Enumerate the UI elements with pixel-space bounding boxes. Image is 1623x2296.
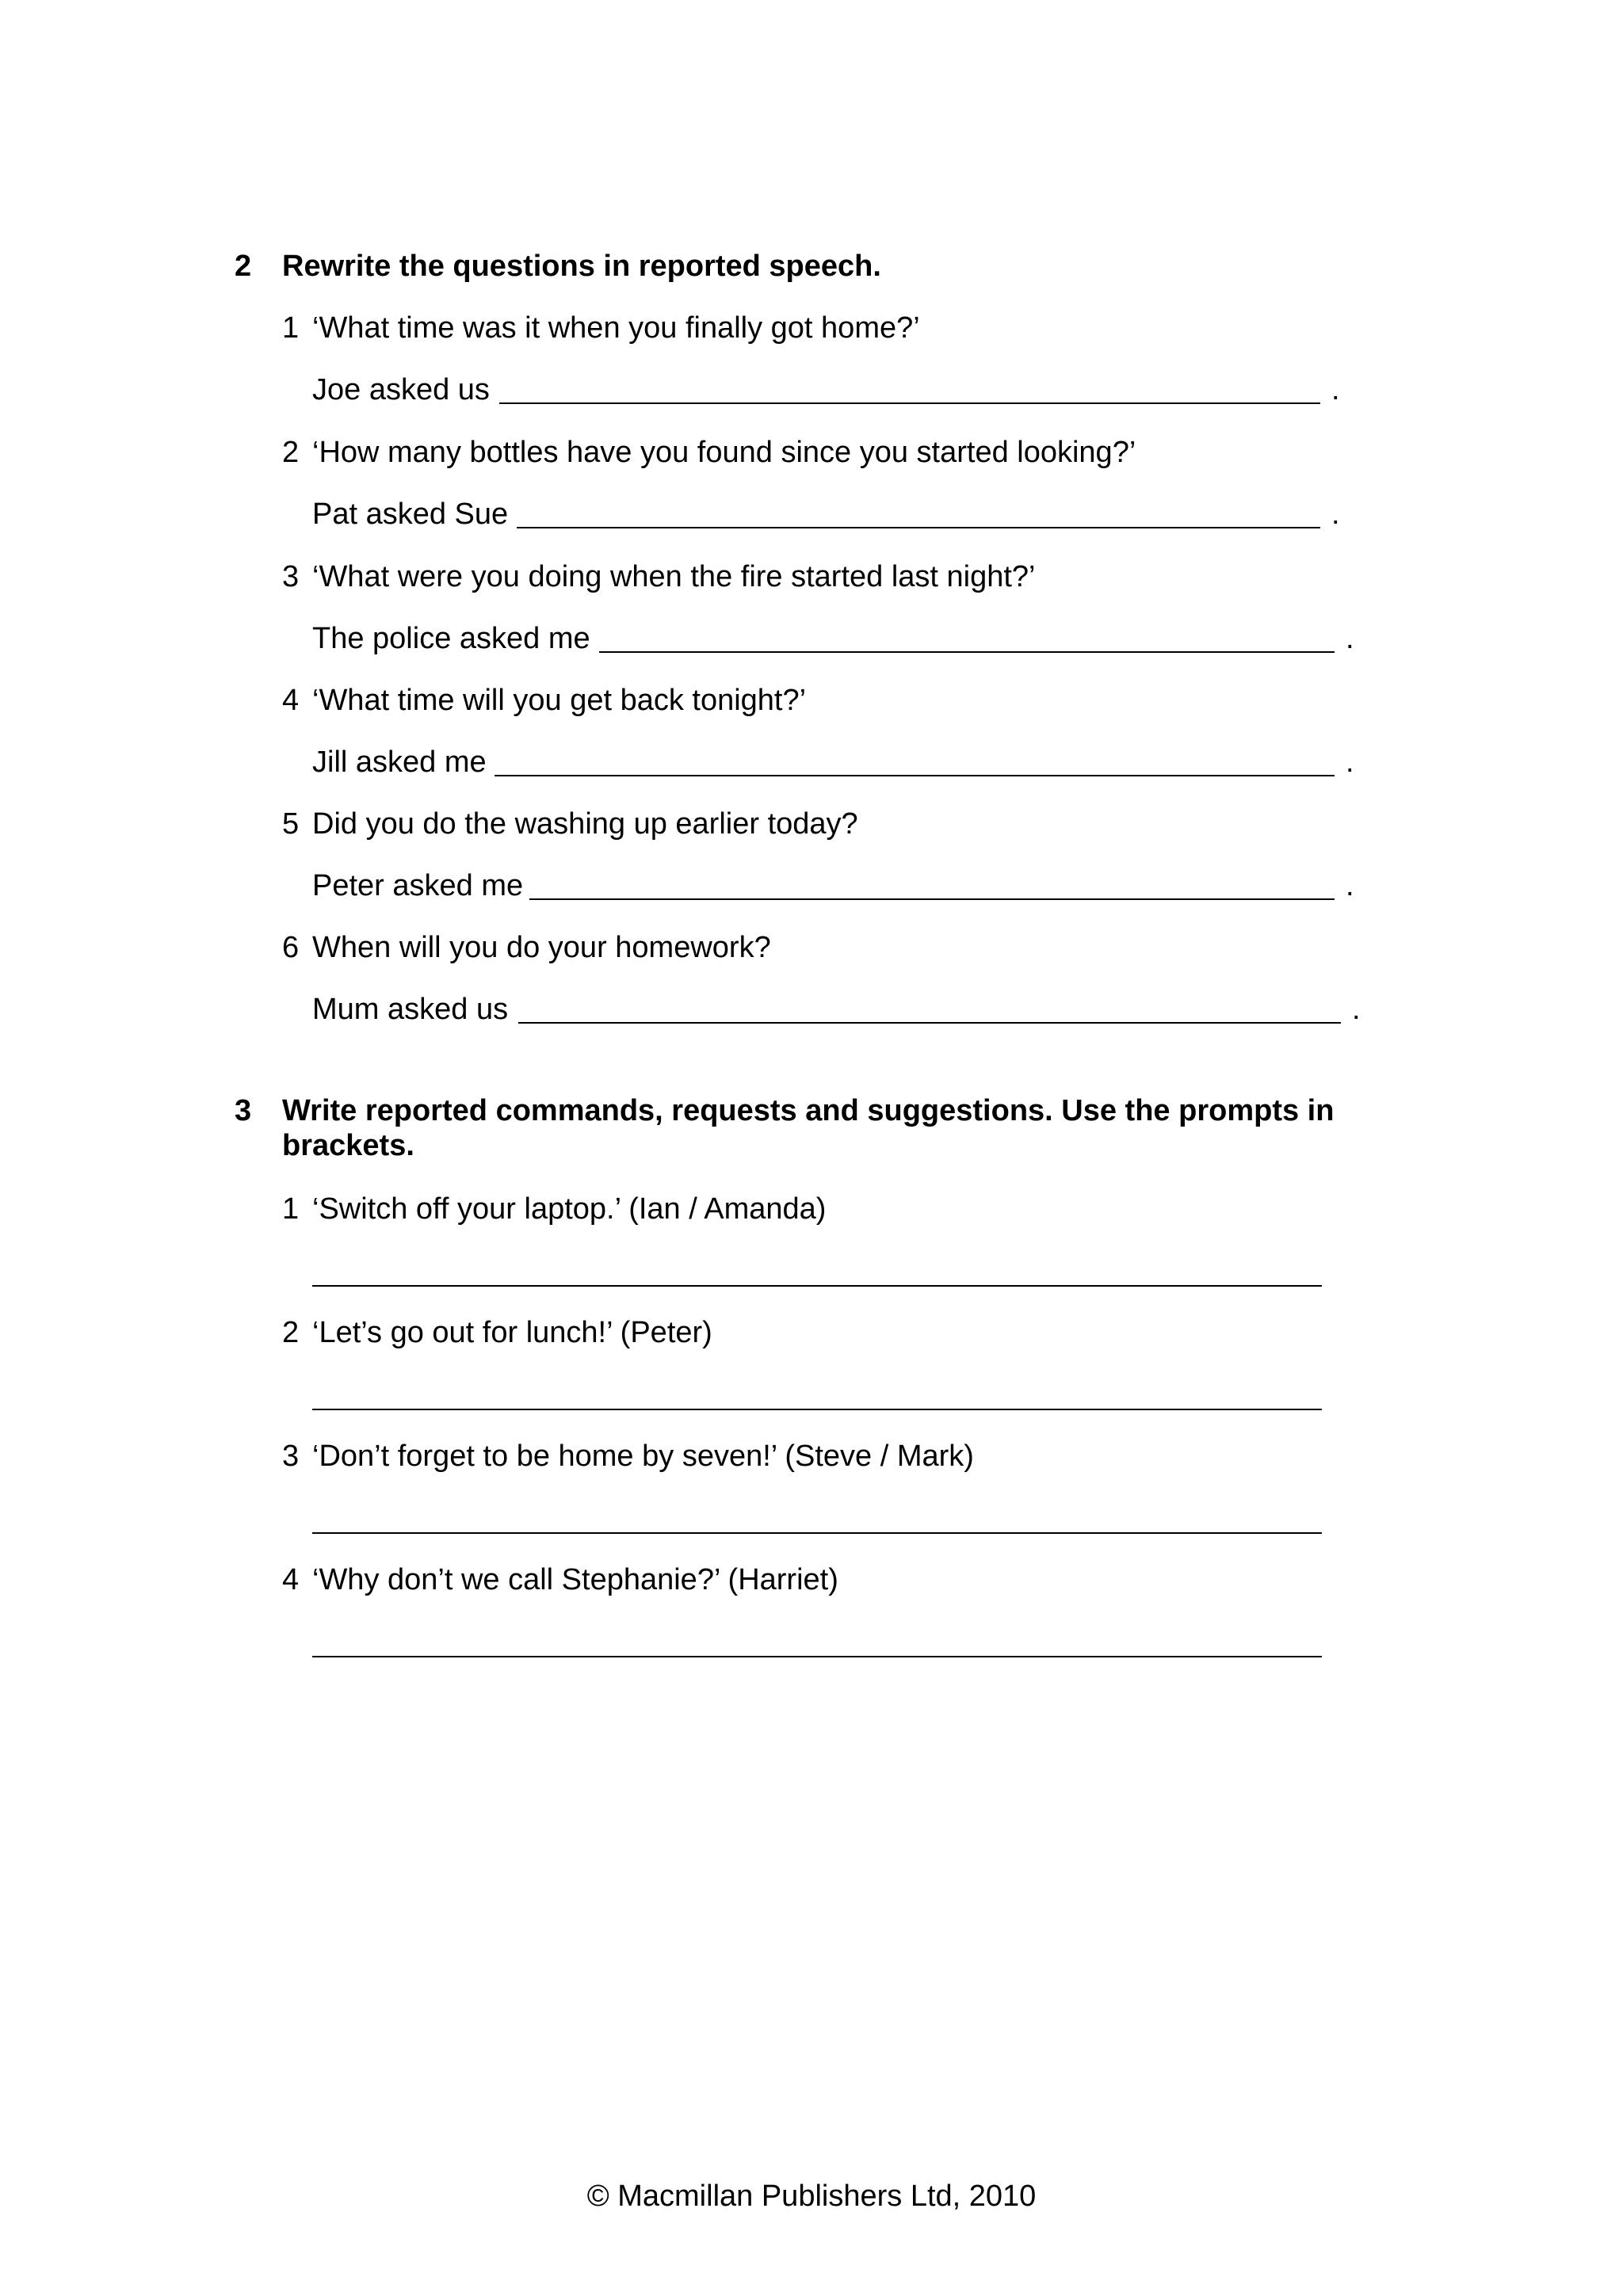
answer-period: . bbox=[1352, 993, 1361, 1026]
exercise-3-item-prompt: ‘Why don’t we call Stephanie?’ (Harriet) bbox=[312, 1563, 838, 1596]
exercise-2-item-lead: Joe asked us bbox=[312, 373, 490, 406]
exercise-3-item-prompt: ‘Don’t forget to be home by seven!’ (Steve / Mark) bbox=[312, 1440, 974, 1473]
exercise-2-item-number: 2 bbox=[282, 436, 300, 469]
answer-line[interactable] bbox=[312, 1409, 1322, 1410]
exercise-3-item-number: 1 bbox=[282, 1192, 300, 1226]
exercise-2-item-prompt: ‘What time will you get back tonight?’ bbox=[312, 684, 807, 717]
exercise-3-item-prompt: ‘Let’s go out for lunch!’ (Peter) bbox=[312, 1316, 712, 1349]
exercise-2-item-number: 4 bbox=[282, 684, 300, 717]
answer-period: . bbox=[1346, 869, 1354, 902]
exercise-2-item-lead: Jill asked me bbox=[312, 746, 487, 779]
answer-line[interactable] bbox=[499, 402, 1320, 404]
answer-line[interactable] bbox=[518, 1022, 1341, 1024]
exercise-2-heading: Rewrite the questions in reported speech. bbox=[282, 250, 881, 283]
exercise-2-item-number: 1 bbox=[282, 311, 300, 345]
answer-period: . bbox=[1346, 746, 1354, 779]
exercise-3-item-number: 4 bbox=[282, 1563, 300, 1596]
answer-period: . bbox=[1346, 622, 1354, 655]
exercise-2-item-prompt: ‘How many bottles have you found since you started looking?’ bbox=[312, 436, 1136, 469]
exercise-3-heading: Write reported commands, requests and suggestions. Use the prompts in bbox=[282, 1094, 1335, 1127]
answer-line[interactable] bbox=[599, 651, 1335, 653]
exercise-2-item-lead: Peter asked me bbox=[312, 869, 524, 902]
answer-line[interactable] bbox=[529, 898, 1335, 900]
answer-line[interactable] bbox=[312, 1656, 1322, 1657]
exercise-2-item-number: 5 bbox=[282, 807, 300, 841]
exercise-3-heading-continued: brackets. bbox=[282, 1129, 414, 1162]
exercise-3-item-number: 3 bbox=[282, 1440, 300, 1473]
exercise-2-item-number: 3 bbox=[282, 560, 300, 593]
answer-line[interactable] bbox=[495, 775, 1335, 776]
exercise-2-item-prompt: Did you do the washing up earlier today? bbox=[312, 807, 858, 841]
exercise-2-number: 2 bbox=[235, 250, 252, 283]
exercise-2-item-lead: Pat asked Sue bbox=[312, 498, 509, 531]
exercise-3-item-prompt: ‘Switch off your laptop.’ (Ian / Amanda) bbox=[312, 1192, 827, 1226]
exercise-3-item-number: 2 bbox=[282, 1316, 300, 1349]
answer-line[interactable] bbox=[517, 527, 1320, 528]
exercise-3-number: 3 bbox=[235, 1094, 252, 1127]
answer-line[interactable] bbox=[312, 1532, 1322, 1534]
copyright-footer: © Macmillan Publishers Ltd, 2010 bbox=[586, 2180, 1037, 2213]
answer-period: . bbox=[1331, 498, 1340, 531]
exercise-2-item-prompt: ‘What were you doing when the fire started last night?’ bbox=[312, 560, 1036, 593]
exercise-2-item-lead: Mum asked us bbox=[312, 993, 509, 1026]
answer-line[interactable] bbox=[312, 1285, 1322, 1287]
exercise-2-item-lead: The police asked me bbox=[312, 622, 590, 655]
exercise-2-item-prompt: When will you do your homework? bbox=[312, 931, 771, 964]
exercise-2-item-number: 6 bbox=[282, 931, 300, 964]
answer-period: . bbox=[1331, 373, 1340, 406]
exercise-2-item-prompt: ‘What time was it when you finally got home?’ bbox=[312, 311, 920, 345]
